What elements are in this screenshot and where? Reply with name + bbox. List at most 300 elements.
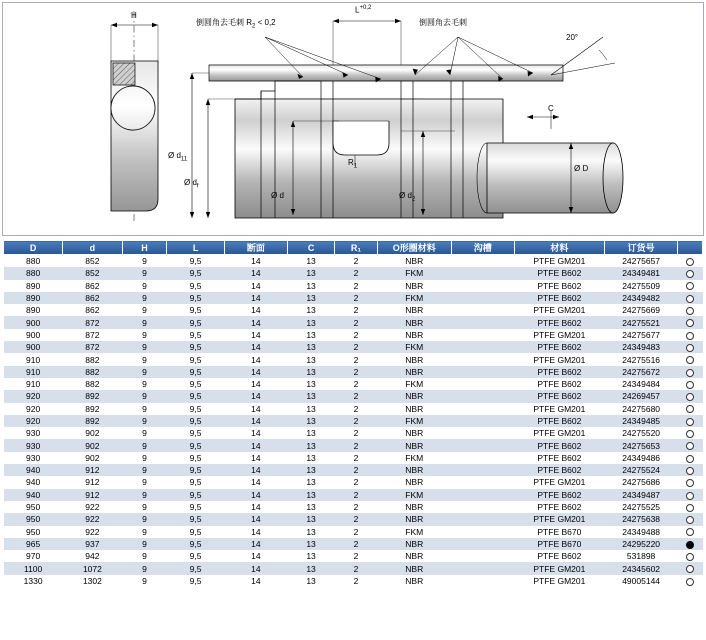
row-select-radio[interactable] <box>678 562 703 574</box>
cell-L: 9,5 <box>167 353 224 365</box>
cell-D: 900 <box>4 341 63 353</box>
row-select-radio[interactable] <box>678 378 703 390</box>
cell-R1: 2 <box>335 562 378 574</box>
d-diameter-label: Ø d <box>271 191 284 200</box>
cell-L: 9,5 <box>167 329 224 341</box>
cell-H: 9 <box>122 550 167 562</box>
cell-d: 862 <box>63 280 122 292</box>
cell-oring-material: NBR <box>377 501 451 513</box>
cell-d: 882 <box>63 366 122 378</box>
cell-L: 9,5 <box>167 427 224 439</box>
cell-H: 9 <box>122 562 167 574</box>
cell-order-number: 24349483 <box>604 341 678 353</box>
table-row[interactable] <box>4 550 703 562</box>
table-row[interactable] <box>4 501 703 513</box>
row-select-radio[interactable] <box>678 439 703 451</box>
table-row[interactable] <box>4 366 703 378</box>
drawing-svg <box>3 3 703 235</box>
radio-unselected-icon[interactable] <box>686 578 694 586</box>
cell-C: 13 <box>288 476 335 488</box>
cell-R1: 2 <box>335 403 378 415</box>
cell-groove <box>451 513 514 525</box>
col-header-material: 材料 <box>514 241 604 255</box>
df-diameter-label: Ø $d_f$ <box>184 178 199 190</box>
cell-material: PTFE GM201 <box>514 513 604 525</box>
cell-order-number: 24295220 <box>604 538 678 550</box>
col-header-D: D <box>4 241 63 255</box>
cell-R1: 2 <box>335 439 378 451</box>
table-row[interactable] <box>4 403 703 415</box>
cell-material: PTFE B670 <box>514 538 604 550</box>
table-row[interactable] <box>4 513 703 525</box>
cell-L: 9,5 <box>167 575 224 587</box>
cell-section: 14 <box>224 452 287 464</box>
cell-D: 910 <box>4 378 63 390</box>
angle-label: 20° <box>566 33 579 42</box>
row-select-radio[interactable] <box>678 255 703 268</box>
col-header-H: H <box>122 241 167 255</box>
cell-section: 14 <box>224 280 287 292</box>
cell-material: PTFE GM201 <box>514 255 604 268</box>
radio-unselected-icon[interactable] <box>686 467 694 475</box>
cell-oring-material: NBR <box>377 550 451 562</box>
cell-C: 13 <box>288 267 335 279</box>
cell-C: 13 <box>288 464 335 476</box>
cell-H: 9 <box>122 304 167 316</box>
cell-oring-material: FKM <box>377 267 451 279</box>
table-row[interactable] <box>4 427 703 439</box>
cell-order-number: 24275677 <box>604 329 678 341</box>
cell-C: 13 <box>288 562 335 574</box>
cell-L: 9,5 <box>167 390 224 402</box>
cell-section: 14 <box>224 489 287 501</box>
cell-groove <box>451 341 514 353</box>
cell-C: 13 <box>288 304 335 316</box>
cell-groove <box>451 366 514 378</box>
table-row[interactable] <box>4 575 703 587</box>
cell-C: 13 <box>288 501 335 513</box>
cell-oring-material: FKM <box>377 526 451 538</box>
row-select-radio[interactable] <box>678 366 703 378</box>
cell-order-number: 49005144 <box>604 575 678 587</box>
cell-D: 890 <box>4 280 63 292</box>
radio-unselected-icon[interactable] <box>686 405 694 413</box>
cell-oring-material: NBR <box>377 476 451 488</box>
cell-H: 9 <box>122 538 167 550</box>
table-row[interactable] <box>4 329 703 341</box>
radio-selected-icon[interactable] <box>686 541 694 549</box>
cell-D: 910 <box>4 366 63 378</box>
radio-unselected-icon[interactable] <box>686 332 694 340</box>
table-row[interactable] <box>4 316 703 328</box>
table-row[interactable] <box>4 378 703 390</box>
table-row[interactable] <box>4 390 703 402</box>
radio-unselected-icon[interactable] <box>686 504 694 512</box>
radio-unselected-icon[interactable] <box>686 282 694 290</box>
radio-unselected-icon[interactable] <box>686 553 694 561</box>
cell-section: 14 <box>224 403 287 415</box>
cell-D: 920 <box>4 390 63 402</box>
row-select-radio[interactable] <box>678 427 703 439</box>
h-dimension-label: H <box>131 11 137 20</box>
cell-order-number: 24275657 <box>604 255 678 268</box>
cell-L: 9,5 <box>167 526 224 538</box>
table-row[interactable] <box>4 526 703 538</box>
row-select-radio[interactable] <box>678 390 703 402</box>
radio-unselected-icon[interactable] <box>686 270 694 278</box>
row-select-radio[interactable] <box>678 464 703 476</box>
cell-C: 13 <box>288 292 335 304</box>
cell-order-number: 24275509 <box>604 280 678 292</box>
col-header-groove: 沟槽 <box>451 241 514 255</box>
cell-material: PTFE B602 <box>514 439 604 451</box>
cell-L: 9,5 <box>167 489 224 501</box>
cell-R1: 2 <box>335 341 378 353</box>
cell-d: 912 <box>63 476 122 488</box>
cell-material: PTFE GM201 <box>514 304 604 316</box>
cell-oring-material: NBR <box>377 366 451 378</box>
cell-d: 862 <box>63 304 122 316</box>
cell-order-number: 24275524 <box>604 464 678 476</box>
cell-material: PTFE B602 <box>514 415 604 427</box>
cell-R1: 2 <box>335 476 378 488</box>
cell-d: 912 <box>63 464 122 476</box>
cell-material: PTFE GM201 <box>514 329 604 341</box>
cell-section: 14 <box>224 390 287 402</box>
table-row[interactable] <box>4 476 703 488</box>
cell-d: 942 <box>63 550 122 562</box>
row-select-radio[interactable] <box>678 501 703 513</box>
radio-unselected-icon[interactable] <box>686 295 694 303</box>
cell-L: 9,5 <box>167 513 224 525</box>
cell-section: 14 <box>224 341 287 353</box>
cell-oring-material: NBR <box>377 329 451 341</box>
cell-oring-material: FKM <box>377 378 451 390</box>
cell-order-number: 24275669 <box>604 304 678 316</box>
table-row[interactable] <box>4 452 703 464</box>
cell-groove <box>451 575 514 587</box>
cell-material: PTFE B602 <box>514 366 604 378</box>
cell-section: 14 <box>224 476 287 488</box>
cell-R1: 2 <box>335 267 378 279</box>
cell-d: 852 <box>63 267 122 279</box>
cell-section: 14 <box>224 353 287 365</box>
radio-unselected-icon[interactable] <box>686 479 694 487</box>
cell-D: 950 <box>4 526 63 538</box>
cell-d: 892 <box>63 390 122 402</box>
col-header-d: d <box>63 241 122 255</box>
radio-unselected-icon[interactable] <box>686 455 694 463</box>
cell-section: 14 <box>224 316 287 328</box>
cell-section: 14 <box>224 292 287 304</box>
cell-H: 9 <box>122 353 167 365</box>
cell-C: 13 <box>288 439 335 451</box>
row-select-radio[interactable] <box>678 341 703 353</box>
cell-D: 910 <box>4 353 63 365</box>
row-select-radio[interactable] <box>678 489 703 501</box>
cell-section: 14 <box>224 255 287 268</box>
cell-order-number: 24349487 <box>604 489 678 501</box>
col-header-L: L <box>167 241 224 255</box>
row-select-radio[interactable] <box>678 550 703 562</box>
cell-D: 880 <box>4 255 63 268</box>
cell-groove <box>451 427 514 439</box>
row-select-radio[interactable] <box>678 476 703 488</box>
radio-unselected-icon[interactable] <box>686 381 694 389</box>
cell-groove <box>451 439 514 451</box>
cell-oring-material: NBR <box>377 316 451 328</box>
cell-material: PTFE B602 <box>514 280 604 292</box>
cell-section: 14 <box>224 304 287 316</box>
radio-unselected-icon[interactable] <box>686 258 694 266</box>
cell-R1: 2 <box>335 538 378 550</box>
radio-unselected-icon[interactable] <box>686 344 694 352</box>
row-select-radio[interactable] <box>678 403 703 415</box>
cell-groove <box>451 304 514 316</box>
cell-d: 862 <box>63 292 122 304</box>
cell-section: 14 <box>224 562 287 574</box>
cell-order-number: 24275521 <box>604 316 678 328</box>
cell-C: 13 <box>288 280 335 292</box>
cell-H: 9 <box>122 366 167 378</box>
cell-order-number: 24275653 <box>604 439 678 451</box>
cell-C: 13 <box>288 526 335 538</box>
cell-H: 9 <box>122 415 167 427</box>
table-row[interactable] <box>4 489 703 501</box>
cell-C: 13 <box>288 390 335 402</box>
cell-oring-material: NBR <box>377 353 451 365</box>
row-select-radio[interactable] <box>678 575 703 587</box>
cell-R1: 2 <box>335 280 378 292</box>
cell-C: 13 <box>288 255 335 268</box>
cell-C: 13 <box>288 353 335 365</box>
row-select-radio[interactable] <box>678 292 703 304</box>
table-row[interactable] <box>4 280 703 292</box>
col-header-C: C <box>288 241 335 255</box>
cell-H: 9 <box>122 403 167 415</box>
radio-unselected-icon[interactable] <box>686 307 694 315</box>
cell-R1: 2 <box>335 464 378 476</box>
cell-material: PTFE B602 <box>514 489 604 501</box>
cell-material: PTFE GM201 <box>514 476 604 488</box>
cell-material: PTFE B602 <box>514 452 604 464</box>
col-header-select <box>678 241 703 255</box>
row-select-radio[interactable] <box>678 304 703 316</box>
cell-order-number: 24349485 <box>604 415 678 427</box>
cell-R1: 2 <box>335 390 378 402</box>
cell-L: 9,5 <box>167 292 224 304</box>
cell-H: 9 <box>122 280 167 292</box>
cell-order-number: 24275516 <box>604 353 678 365</box>
r1-radius-label: $R_1$ <box>348 158 358 170</box>
cell-groove <box>451 353 514 365</box>
cell-H: 9 <box>122 427 167 439</box>
radio-unselected-icon[interactable] <box>686 356 694 364</box>
table-body <box>4 255 703 588</box>
cell-R1: 2 <box>335 489 378 501</box>
cell-groove <box>451 415 514 427</box>
cell-oring-material: NBR <box>377 513 451 525</box>
cell-C: 13 <box>288 575 335 587</box>
row-select-radio[interactable] <box>678 526 703 538</box>
table-row[interactable] <box>4 439 703 451</box>
cell-C: 13 <box>288 316 335 328</box>
d2-diameter-label: Ø $d_2$ <box>399 191 416 203</box>
cell-H: 9 <box>122 476 167 488</box>
cell-groove <box>451 329 514 341</box>
row-select-radio[interactable] <box>678 280 703 292</box>
cell-H: 9 <box>122 513 167 525</box>
table-row[interactable] <box>4 292 703 304</box>
radio-unselected-icon[interactable] <box>686 528 694 536</box>
cell-D: 890 <box>4 304 63 316</box>
cell-H: 9 <box>122 292 167 304</box>
cell-D: 970 <box>4 550 63 562</box>
cell-section: 14 <box>224 538 287 550</box>
radio-unselected-icon[interactable] <box>686 442 694 450</box>
outer-diameter-label: Ø D <box>574 164 589 173</box>
cell-material: PTFE B602 <box>514 341 604 353</box>
cell-groove <box>451 476 514 488</box>
cell-H: 9 <box>122 464 167 476</box>
table-row[interactable] <box>4 562 703 574</box>
table-row[interactable] <box>4 538 703 550</box>
l-dimension-label: $L^{+0,2}$ <box>355 5 372 15</box>
chamfer-note-right: 倒圆角去毛刺 <box>419 18 467 27</box>
radio-unselected-icon[interactable] <box>686 393 694 401</box>
cell-R1: 2 <box>335 550 378 562</box>
cell-d: 902 <box>63 427 122 439</box>
cell-H: 9 <box>122 316 167 328</box>
cell-section: 14 <box>224 267 287 279</box>
cell-groove <box>451 538 514 550</box>
cell-H: 9 <box>122 341 167 353</box>
cell-order-number: 24349486 <box>604 452 678 464</box>
cell-order-number: 24275638 <box>604 513 678 525</box>
row-select-radio[interactable] <box>678 513 703 525</box>
cell-d: 872 <box>63 316 122 328</box>
cell-material: PTFE B602 <box>514 501 604 513</box>
cell-oring-material: FKM <box>377 489 451 501</box>
cell-D: 930 <box>4 439 63 451</box>
cell-D: 900 <box>4 329 63 341</box>
cell-H: 9 <box>122 255 167 268</box>
technical-drawing <box>2 2 704 236</box>
row-select-radio[interactable] <box>678 415 703 427</box>
cell-R1: 2 <box>335 255 378 268</box>
cell-d: 882 <box>63 353 122 365</box>
cell-groove <box>451 501 514 513</box>
cell-d: 922 <box>63 513 122 525</box>
row-select-radio[interactable] <box>678 353 703 365</box>
table-row[interactable] <box>4 415 703 427</box>
cell-D: 930 <box>4 452 63 464</box>
cell-oring-material: FKM <box>377 452 451 464</box>
cell-D: 920 <box>4 415 63 427</box>
cell-section: 14 <box>224 329 287 341</box>
cell-groove <box>451 280 514 292</box>
cell-L: 9,5 <box>167 501 224 513</box>
cell-order-number: 24275672 <box>604 366 678 378</box>
table-row[interactable] <box>4 304 703 316</box>
cell-d: 902 <box>63 439 122 451</box>
cell-order-number: 24275680 <box>604 403 678 415</box>
cell-groove <box>451 292 514 304</box>
cell-L: 9,5 <box>167 366 224 378</box>
cell-section: 14 <box>224 415 287 427</box>
chamfer-note-left: 倒圆角去毛刺 $R_2 < 0,2$ <box>196 18 276 30</box>
cell-L: 9,5 <box>167 280 224 292</box>
table-row[interactable] <box>4 341 703 353</box>
radio-unselected-icon[interactable] <box>686 319 694 327</box>
cell-L: 9,5 <box>167 341 224 353</box>
cell-section: 14 <box>224 427 287 439</box>
row-select-radio[interactable] <box>678 316 703 328</box>
cell-material: PTFE B602 <box>514 550 604 562</box>
cell-groove <box>451 378 514 390</box>
col-header-R1: R₁ <box>335 241 378 255</box>
radio-unselected-icon[interactable] <box>686 430 694 438</box>
cell-d: 922 <box>63 501 122 513</box>
cell-C: 13 <box>288 378 335 390</box>
cell-L: 9,5 <box>167 476 224 488</box>
table-row[interactable] <box>4 267 703 279</box>
cell-section: 14 <box>224 513 287 525</box>
cell-groove <box>451 316 514 328</box>
cell-section: 14 <box>224 526 287 538</box>
radio-unselected-icon[interactable] <box>686 565 694 573</box>
cell-order-number: 24349481 <box>604 267 678 279</box>
cell-R1: 2 <box>335 316 378 328</box>
cell-C: 13 <box>288 427 335 439</box>
row-select-radio[interactable] <box>678 538 703 550</box>
cell-groove <box>451 390 514 402</box>
cell-material: PTFE B602 <box>514 292 604 304</box>
cell-material: PTFE B670 <box>514 526 604 538</box>
radio-unselected-icon[interactable] <box>686 418 694 426</box>
cell-C: 13 <box>288 366 335 378</box>
radio-unselected-icon[interactable] <box>686 516 694 524</box>
cell-C: 13 <box>288 403 335 415</box>
row-select-radio[interactable] <box>678 329 703 341</box>
cell-groove <box>451 464 514 476</box>
cell-d: 912 <box>63 489 122 501</box>
cell-R1: 2 <box>335 513 378 525</box>
cell-section: 14 <box>224 550 287 562</box>
cell-oring-material: FKM <box>377 292 451 304</box>
cell-D: 1100 <box>4 562 63 574</box>
table-row[interactable] <box>4 255 703 268</box>
cell-oring-material: FKM <box>377 415 451 427</box>
table-row[interactable] <box>4 353 703 365</box>
cell-oring-material: NBR <box>377 280 451 292</box>
cell-C: 13 <box>288 513 335 525</box>
cell-R1: 2 <box>335 452 378 464</box>
cell-oring-material: NBR <box>377 562 451 574</box>
table-row[interactable] <box>4 464 703 476</box>
row-select-radio[interactable] <box>678 267 703 279</box>
cell-R1: 2 <box>335 366 378 378</box>
cell-oring-material: NBR <box>377 304 451 316</box>
cell-R1: 2 <box>335 329 378 341</box>
cell-L: 9,5 <box>167 550 224 562</box>
cell-L: 9,5 <box>167 403 224 415</box>
radio-unselected-icon[interactable] <box>686 369 694 377</box>
cell-C: 13 <box>288 489 335 501</box>
radio-unselected-icon[interactable] <box>686 492 694 500</box>
cell-d: 872 <box>63 329 122 341</box>
row-select-radio[interactable] <box>678 452 703 464</box>
